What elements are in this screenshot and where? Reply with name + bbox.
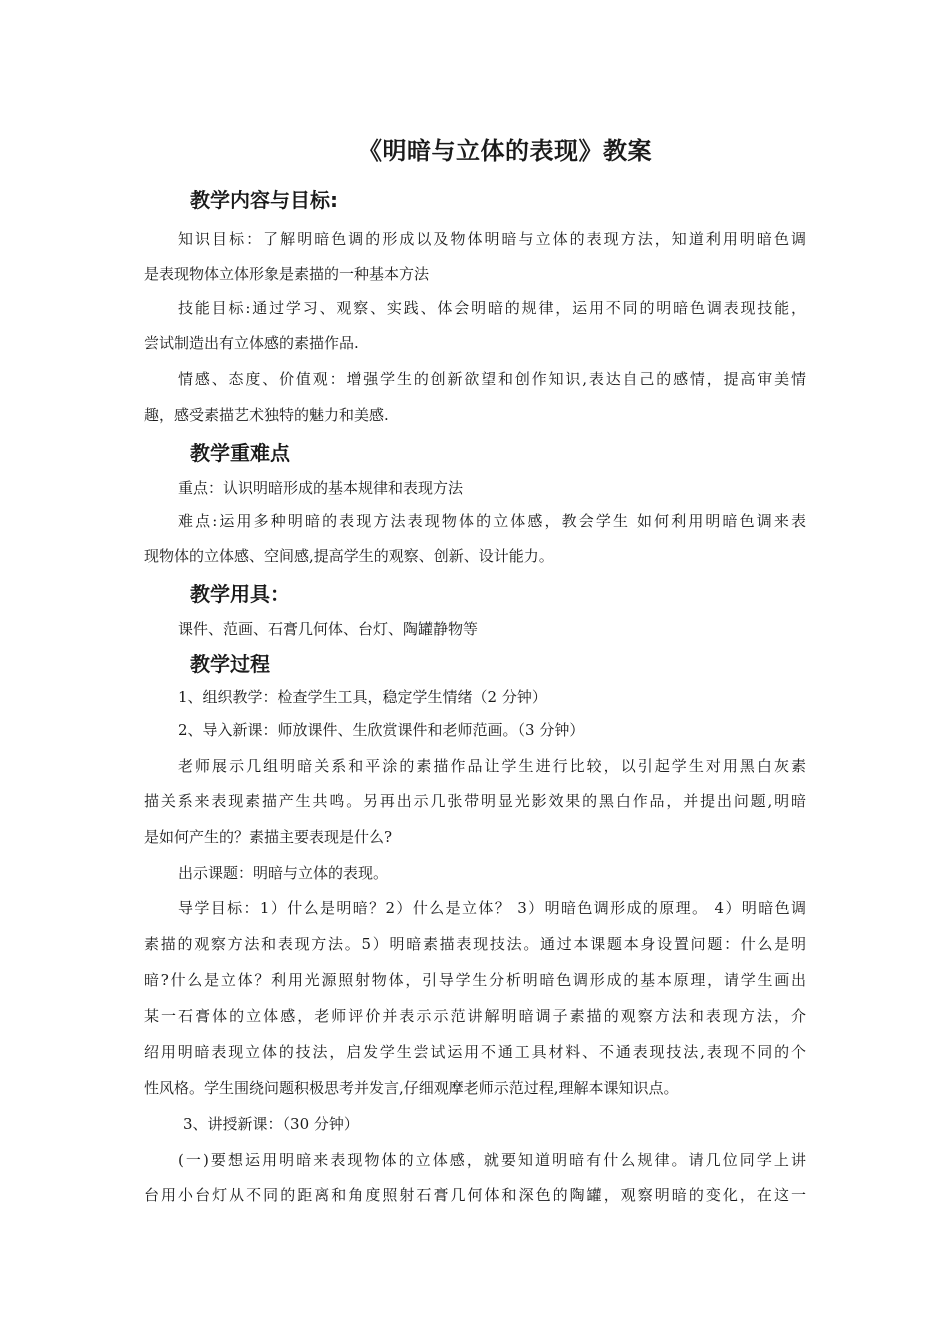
paragraph-line: 难点:运用多种明暗的表现方法表现物体的立体感，教会学生 如何利用明暗色调来表 xyxy=(178,512,806,530)
paragraph-line: 2、导入新课：师放课件、生欣赏课件和老师范画。（3 分钟） xyxy=(178,721,585,739)
paragraph-line: 课件、范画、石膏几何体、台灯、陶罐静物等 xyxy=(178,620,479,638)
paragraph-line: 导学目标：1）什么是明暗？2）什么是立体？ 3）明暗色调形成的原理。 4）明暗色调 xyxy=(178,899,806,917)
paragraph-line: 重点：认识明暗形成的基本规律和表现方法 xyxy=(178,479,464,497)
paragraph-line: 出示课题：明暗与立体的表现。 xyxy=(178,864,389,882)
paragraph-line: 素描的观察方法和表现方法。5）明暗素描表现技法。通过本课题本身设置问题：什么是明 xyxy=(144,935,806,953)
paragraph-line: 技能目标:通过学习、观察、实践、体会明暗的规律，运用不同的明暗色调表现技能， xyxy=(178,299,806,317)
paragraph-line: 是如何产生的？素描主要表现是什么? xyxy=(144,828,393,846)
section-heading-tools: 教学用具： xyxy=(190,582,290,606)
paragraph-line: 趣，感受素描艺术独特的魅力和美感. xyxy=(144,406,389,424)
paragraph-line: 老师展示几组明暗关系和平涂的素描作品让学生进行比较，以引起学生对用黑白灰素 xyxy=(178,757,806,775)
paragraph-line: 暗?什么是立体？利用光源照射物体，引导学生分析明暗色调形成的基本原理，请学生画出 xyxy=(144,971,806,989)
paragraph-line: 尝试制造出有立体感的素描作品. xyxy=(144,334,359,352)
paragraph-line: 性风格。学生围绕问题积极思考并发言,仔细观摩老师示范过程,理解本课知识点。 xyxy=(144,1079,679,1097)
paragraph-line: 3、讲授新课：（30 分钟） xyxy=(183,1115,359,1133)
paragraph-line: 知识目标：了解明暗色调的形成以及物体明暗与立体的表现方法，知道利用明暗色调 xyxy=(178,230,806,248)
paragraph-line: (一)要想运用明暗来表现物体的立体感，就要知道明暗有什么规律。请几位同学上讲 xyxy=(178,1151,806,1169)
section-heading-keypoints: 教学重难点 xyxy=(190,441,290,465)
paragraph-line: 情感、态度、价值观：增强学生的创新欲望和创作知识,表达自己的感情，提高审美情 xyxy=(178,370,806,388)
paragraph-line: 描关系来表现素描产生共鸣。另再出示几张带明显光影效果的黑白作品，并提出问题,明暗 xyxy=(144,792,806,810)
section-heading-process: 教学过程 xyxy=(190,652,270,676)
paragraph-line: 现物体的立体感、空间感,提高学生的观察、创新、设计能力。 xyxy=(144,547,554,565)
paragraph-line: 是表现物体立体形象是素描的一种基本方法 xyxy=(144,265,430,283)
paragraph-line: 某一石膏体的立体感，老师评价并表示示范讲解明暗调子素描的观察方法和表现方法，介 xyxy=(144,1007,806,1025)
paragraph-line: 台用小台灯从不同的距离和角度照射石膏几何体和深色的陶罐，观察明暗的变化，在这一 xyxy=(144,1186,806,1204)
paragraph-line: 绍用明暗表现立体的技法，启发学生尝试运用不通工具材料、不通表现技法,表现不同的个 xyxy=(144,1043,806,1061)
paragraph-line: 1、组织教学：检查学生工具，稳定学生情绪（2 分钟） xyxy=(178,688,547,706)
section-heading-goals: 教学内容与目标: xyxy=(190,188,338,212)
document-title: 《明暗与立体的表现》教案 xyxy=(358,137,652,165)
